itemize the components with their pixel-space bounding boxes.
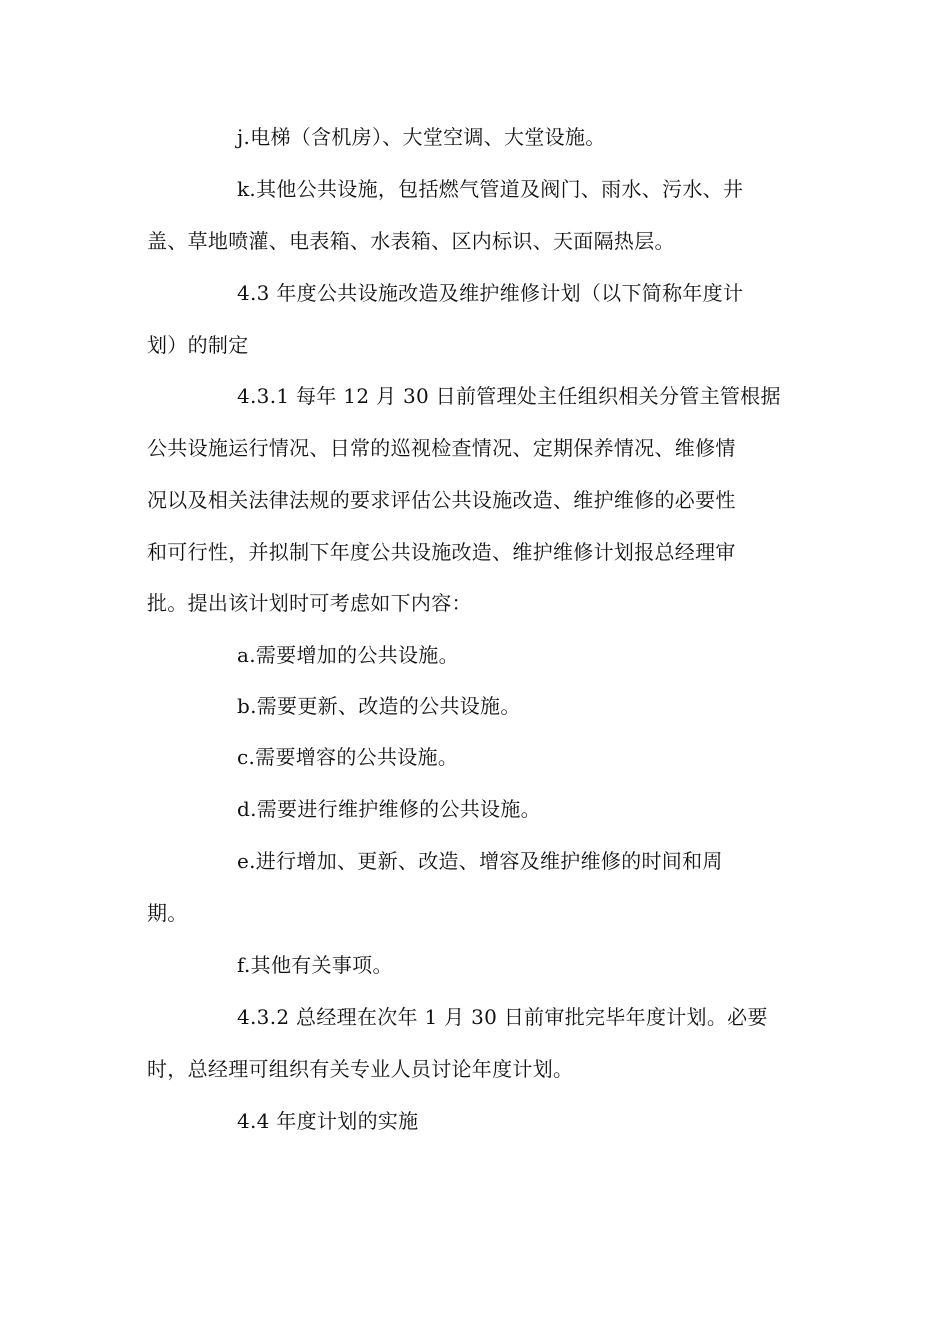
list-item-d: d.需要进行维护维修的公共设施。 bbox=[237, 797, 541, 821]
text-line-4-3-1: 4.3.1 每年 12 月 30 日前管理处主任组织相关分管主管根据 bbox=[237, 384, 781, 408]
text-line-4-3-1-cont-4: 批。提出该计划时可考虑如下内容： bbox=[147, 591, 472, 615]
heading-4-4: 4.4 年度计划的实施 bbox=[237, 1109, 419, 1133]
text-line-4-3-1-cont-3: 和可行性，并拟制下年度公共设施改造、维护维修计划报总经理审 bbox=[147, 540, 736, 564]
text-line-j: j.电梯（含机房）、大堂空调、大堂设施。 bbox=[237, 125, 606, 149]
text-line-4-3-1-cont-1: 公共设施运行情况、日常的巡视检查情况、定期保养情况、维修情 bbox=[147, 436, 736, 460]
heading-4-3: 4.3 年度公共设施改造及维护维修计划（以下简称年度计 bbox=[237, 281, 744, 305]
text-line-k: k.其他公共设施，包括燃气管道及阀门、雨水、污水、井 bbox=[237, 177, 744, 201]
text-line-4-3-1-cont-2: 况以及相关法律法规的要求评估公共设施改造、维护维修的必要性 bbox=[147, 488, 736, 512]
list-item-e: e.进行增加、更新、改造、增容及维护维修的时间和周 bbox=[237, 849, 723, 873]
text-line-4-3-2-cont: 时，总经理可组织有关专业人员讨论年度计划。 bbox=[147, 1057, 574, 1081]
list-item-e-cont: 期。 bbox=[147, 901, 188, 925]
list-item-b: b.需要更新、改造的公共设施。 bbox=[237, 694, 521, 718]
text-line-k-cont: 盖、草地喷灌、电表箱、水表箱、区内标识、天面隔热层。 bbox=[147, 229, 675, 253]
text-line-4-3-2: 4.3.2 总经理在次年 1 月 30 日前审批完毕年度计划。必要 bbox=[237, 1005, 768, 1029]
heading-4-3-cont: 划）的制定 bbox=[147, 333, 249, 357]
list-item-c: c.需要增容的公共设施。 bbox=[237, 745, 459, 769]
list-item-a: a.需要增加的公共设施。 bbox=[237, 643, 459, 667]
list-item-f: f.其他有关事项。 bbox=[237, 953, 393, 977]
